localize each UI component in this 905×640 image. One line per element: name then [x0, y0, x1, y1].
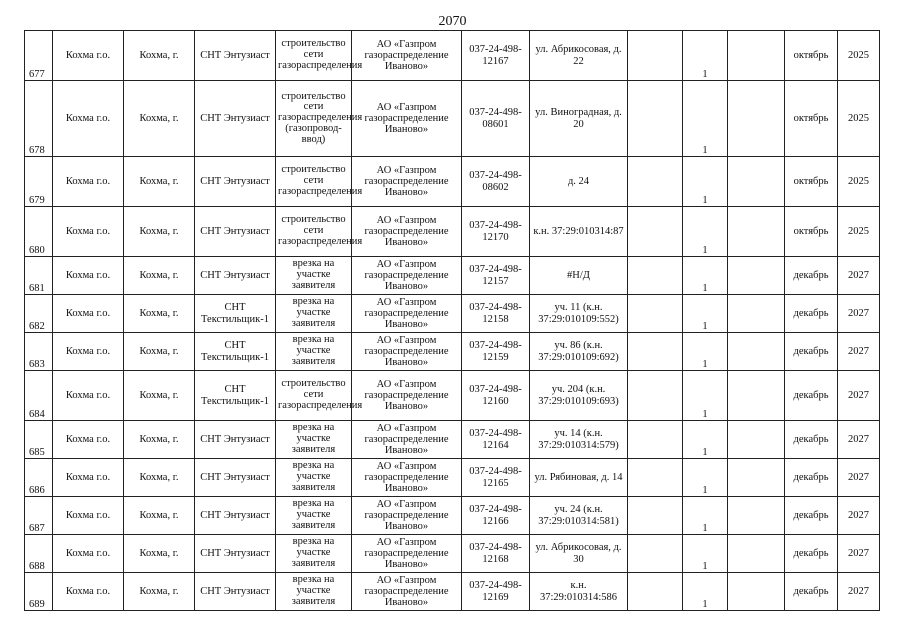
month-cell: декабрь [785, 371, 838, 421]
row-number: 680 [25, 207, 53, 257]
row-number: 682 [25, 295, 53, 333]
address-cell: уч. 204 (к.н. 37:29:010109:693) [530, 371, 628, 421]
organization-cell: АО «Газпром газораспределение Иваново» [352, 157, 462, 207]
address-cell: ул. Виноградная, д. 20 [530, 81, 628, 157]
city-cell: Кохма, г. [124, 497, 195, 535]
table-row [25, 333, 880, 371]
year-cell: 2027 [838, 257, 880, 295]
snt-cell: СНТ Энтузиаст [195, 497, 276, 535]
work-type-cell: врезка на участке заявителя [276, 535, 352, 573]
month-cell: декабрь [785, 497, 838, 535]
municipality-cell: Кохма г.о. [53, 573, 124, 611]
organization-cell: АО «Газпром газораспределение Иваново» [352, 497, 462, 535]
city-cell: Кохма, г. [124, 535, 195, 573]
snt-cell: СНТ Текстильщик-1 [195, 371, 276, 421]
year-cell: 2027 [838, 497, 880, 535]
organization-cell: АО «Газпром газораспределение Иваново» [352, 31, 462, 81]
snt-cell: СНТ Энтузиаст [195, 157, 276, 207]
table-row [25, 573, 880, 611]
year-cell: 2025 [838, 157, 880, 207]
work-type-cell: врезка на участке заявителя [276, 295, 352, 333]
row-number: 677 [25, 31, 53, 81]
city-cell: Кохма, г. [124, 295, 195, 333]
address-cell: ул. Абрикосовая, д. 22 [530, 31, 628, 81]
year-cell: 2027 [838, 333, 880, 371]
work-type-cell: врезка на участке заявителя [276, 257, 352, 295]
month-cell: декабрь [785, 459, 838, 497]
municipality-cell: Кохма г.о. [53, 371, 124, 421]
empty-cell [628, 157, 683, 207]
city-cell: Кохма, г. [124, 207, 195, 257]
quantity-cell: 1 [683, 535, 728, 573]
empty-cell [628, 421, 683, 459]
snt-cell: СНТ Текстильщик-1 [195, 295, 276, 333]
empty-cell [628, 81, 683, 157]
month-cell: декабрь [785, 535, 838, 573]
empty-cell [728, 459, 785, 497]
organization-cell: АО «Газпром газораспределение Иваново» [352, 371, 462, 421]
address-cell: #Н/Д [530, 257, 628, 295]
month-cell: октябрь [785, 81, 838, 157]
empty-cell [728, 333, 785, 371]
empty-cell [728, 257, 785, 295]
row-number: 688 [25, 535, 53, 573]
work-type-cell: строительство сети газораспределения (газопровод-ввод) [276, 81, 352, 157]
year-cell: 2025 [838, 81, 880, 157]
address-cell: ул. Рябиновая, д. 14 [530, 459, 628, 497]
address-cell: к.н. 37:29:010314:87 [530, 207, 628, 257]
work-type-cell: строительство сети газораспределения [276, 207, 352, 257]
month-cell: декабрь [785, 421, 838, 459]
application-code-cell: 037-24-498-12170 [462, 207, 530, 257]
month-cell: октябрь [785, 157, 838, 207]
work-type-cell: врезка на участке заявителя [276, 421, 352, 459]
application-code-cell: 037-24-498-08602 [462, 157, 530, 207]
quantity-cell: 1 [683, 459, 728, 497]
organization-cell: АО «Газпром газораспределение Иваново» [352, 421, 462, 459]
application-code-cell: 037-24-498-08601 [462, 81, 530, 157]
application-code-cell: 037-24-498-12160 [462, 371, 530, 421]
table-body [25, 31, 880, 611]
city-cell: Кохма, г. [124, 371, 195, 421]
work-type-cell: врезка на участке заявителя [276, 573, 352, 611]
table-row [25, 497, 880, 535]
work-type-cell: врезка на участке заявителя [276, 459, 352, 497]
application-code-cell: 037-24-498-12164 [462, 421, 530, 459]
application-code-cell: 037-24-498-12158 [462, 295, 530, 333]
organization-cell: АО «Газпром газораспределение Иваново» [352, 207, 462, 257]
empty-cell [728, 157, 785, 207]
organization-cell: АО «Газпром газораспределение Иваново» [352, 257, 462, 295]
snt-cell: СНТ Энтузиаст [195, 31, 276, 81]
empty-cell [628, 257, 683, 295]
row-number: 687 [25, 497, 53, 535]
snt-cell: СНТ Энтузиаст [195, 459, 276, 497]
empty-cell [728, 207, 785, 257]
table-row [25, 295, 880, 333]
row-number: 686 [25, 459, 53, 497]
organization-cell: АО «Газпром газораспределение Иваново» [352, 333, 462, 371]
empty-cell [728, 31, 785, 81]
application-code-cell: 037-24-498-12165 [462, 459, 530, 497]
empty-cell [728, 421, 785, 459]
empty-cell [628, 333, 683, 371]
municipality-cell: Кохма г.о. [53, 81, 124, 157]
snt-cell: СНТ Энтузиаст [195, 573, 276, 611]
work-type-cell: врезка на участке заявителя [276, 333, 352, 371]
table-row [25, 257, 880, 295]
address-cell: уч. 86 (к.н. 37:29:010109:692) [530, 333, 628, 371]
empty-cell [728, 371, 785, 421]
organization-cell: АО «Газпром газораспределение Иваново» [352, 535, 462, 573]
application-code-cell: 037-24-498-12169 [462, 573, 530, 611]
year-cell: 2027 [838, 535, 880, 573]
city-cell: Кохма, г. [124, 333, 195, 371]
row-number: 678 [25, 81, 53, 157]
municipality-cell: Кохма г.о. [53, 459, 124, 497]
table-row [25, 371, 880, 421]
snt-cell: СНТ Энтузиаст [195, 81, 276, 157]
month-cell: декабрь [785, 257, 838, 295]
address-cell: уч. 11 (к.н. 37:29:010109:552) [530, 295, 628, 333]
row-number: 679 [25, 157, 53, 207]
month-cell: декабрь [785, 295, 838, 333]
year-cell: 2027 [838, 421, 880, 459]
table-row [25, 81, 880, 157]
city-cell: Кохма, г. [124, 573, 195, 611]
municipality-cell: Кохма г.о. [53, 421, 124, 459]
empty-cell [728, 535, 785, 573]
empty-cell [628, 207, 683, 257]
municipality-cell: Кохма г.о. [53, 31, 124, 81]
table-row [25, 157, 880, 207]
address-cell: уч. 24 (к.н. 37:29:010314:581) [530, 497, 628, 535]
snt-cell: СНТ Энтузиаст [195, 535, 276, 573]
row-number: 683 [25, 333, 53, 371]
row-number: 681 [25, 257, 53, 295]
row-number: 689 [25, 573, 53, 611]
month-cell: октябрь [785, 31, 838, 81]
city-cell: Кохма, г. [124, 421, 195, 459]
address-cell: ул. Абрикосовая, д. 30 [530, 535, 628, 573]
month-cell: декабрь [785, 333, 838, 371]
application-code-cell: 037-24-498-12166 [462, 497, 530, 535]
year-cell: 2027 [838, 459, 880, 497]
table-row [25, 31, 880, 81]
empty-cell [628, 295, 683, 333]
city-cell: Кохма, г. [124, 157, 195, 207]
city-cell: Кохма, г. [124, 459, 195, 497]
municipality-cell: Кохма г.о. [53, 257, 124, 295]
municipality-cell: Кохма г.о. [53, 157, 124, 207]
municipality-cell: Кохма г.о. [53, 333, 124, 371]
empty-cell [728, 295, 785, 333]
application-code-cell: 037-24-498-12157 [462, 257, 530, 295]
city-cell: Кохма, г. [124, 31, 195, 81]
application-code-cell: 037-24-498-12168 [462, 535, 530, 573]
table-row [25, 421, 880, 459]
quantity-cell: 1 [683, 81, 728, 157]
municipality-cell: Кохма г.о. [53, 497, 124, 535]
municipality-cell: Кохма г.о. [53, 535, 124, 573]
work-type-cell: строительство сети газораспределения [276, 157, 352, 207]
quantity-cell: 1 [683, 257, 728, 295]
empty-cell [628, 371, 683, 421]
table-row [25, 459, 880, 497]
address-cell: уч. 14 (к.н. 37:29:010314:579) [530, 421, 628, 459]
organization-cell: АО «Газпром газораспределение Иваново» [352, 573, 462, 611]
empty-cell [728, 497, 785, 535]
city-cell: Кохма, г. [124, 257, 195, 295]
snt-cell: СНТ Энтузиаст [195, 257, 276, 295]
year-cell: 2027 [838, 371, 880, 421]
row-number: 685 [25, 421, 53, 459]
row-number: 684 [25, 371, 53, 421]
empty-cell [628, 535, 683, 573]
empty-cell [628, 573, 683, 611]
quantity-cell: 1 [683, 333, 728, 371]
empty-cell [728, 81, 785, 157]
snt-cell: СНТ Текстильщик-1 [195, 333, 276, 371]
snt-cell: СНТ Энтузиаст [195, 207, 276, 257]
municipality-cell: Кохма г.о. [53, 207, 124, 257]
quantity-cell: 1 [683, 295, 728, 333]
snt-cell: СНТ Энтузиаст [195, 421, 276, 459]
organization-cell: АО «Газпром газораспределение Иваново» [352, 295, 462, 333]
month-cell: декабрь [785, 573, 838, 611]
quantity-cell: 1 [683, 157, 728, 207]
work-type-cell: врезка на участке заявителя [276, 497, 352, 535]
work-type-cell: строительство сети газораспределения [276, 31, 352, 81]
work-type-cell: строительство сети газораспределения [276, 371, 352, 421]
quantity-cell: 1 [683, 207, 728, 257]
year-cell: 2027 [838, 295, 880, 333]
organization-cell: АО «Газпром газораспределение Иваново» [352, 81, 462, 157]
empty-cell [628, 31, 683, 81]
organization-cell: АО «Газпром газораспределение Иваново» [352, 459, 462, 497]
quantity-cell: 1 [683, 497, 728, 535]
municipality-cell: Кохма г.о. [53, 295, 124, 333]
city-cell: Кохма, г. [124, 81, 195, 157]
address-cell: к.н. 37:29:010314:586 [530, 573, 628, 611]
empty-cell [628, 459, 683, 497]
table-row [25, 535, 880, 573]
table-row [25, 207, 880, 257]
page-number: 2070 [438, 14, 467, 29]
address-cell: д. 24 [530, 157, 628, 207]
year-cell: 2027 [838, 573, 880, 611]
gasification-table [24, 30, 880, 611]
quantity-cell: 1 [683, 31, 728, 81]
empty-cell [728, 573, 785, 611]
month-cell: октябрь [785, 207, 838, 257]
empty-cell [628, 497, 683, 535]
quantity-cell: 1 [683, 421, 728, 459]
application-code-cell: 037-24-498-12159 [462, 333, 530, 371]
year-cell: 2025 [838, 207, 880, 257]
quantity-cell: 1 [683, 573, 728, 611]
year-cell: 2025 [838, 31, 880, 81]
quantity-cell: 1 [683, 371, 728, 421]
application-code-cell: 037-24-498-12167 [462, 31, 530, 81]
